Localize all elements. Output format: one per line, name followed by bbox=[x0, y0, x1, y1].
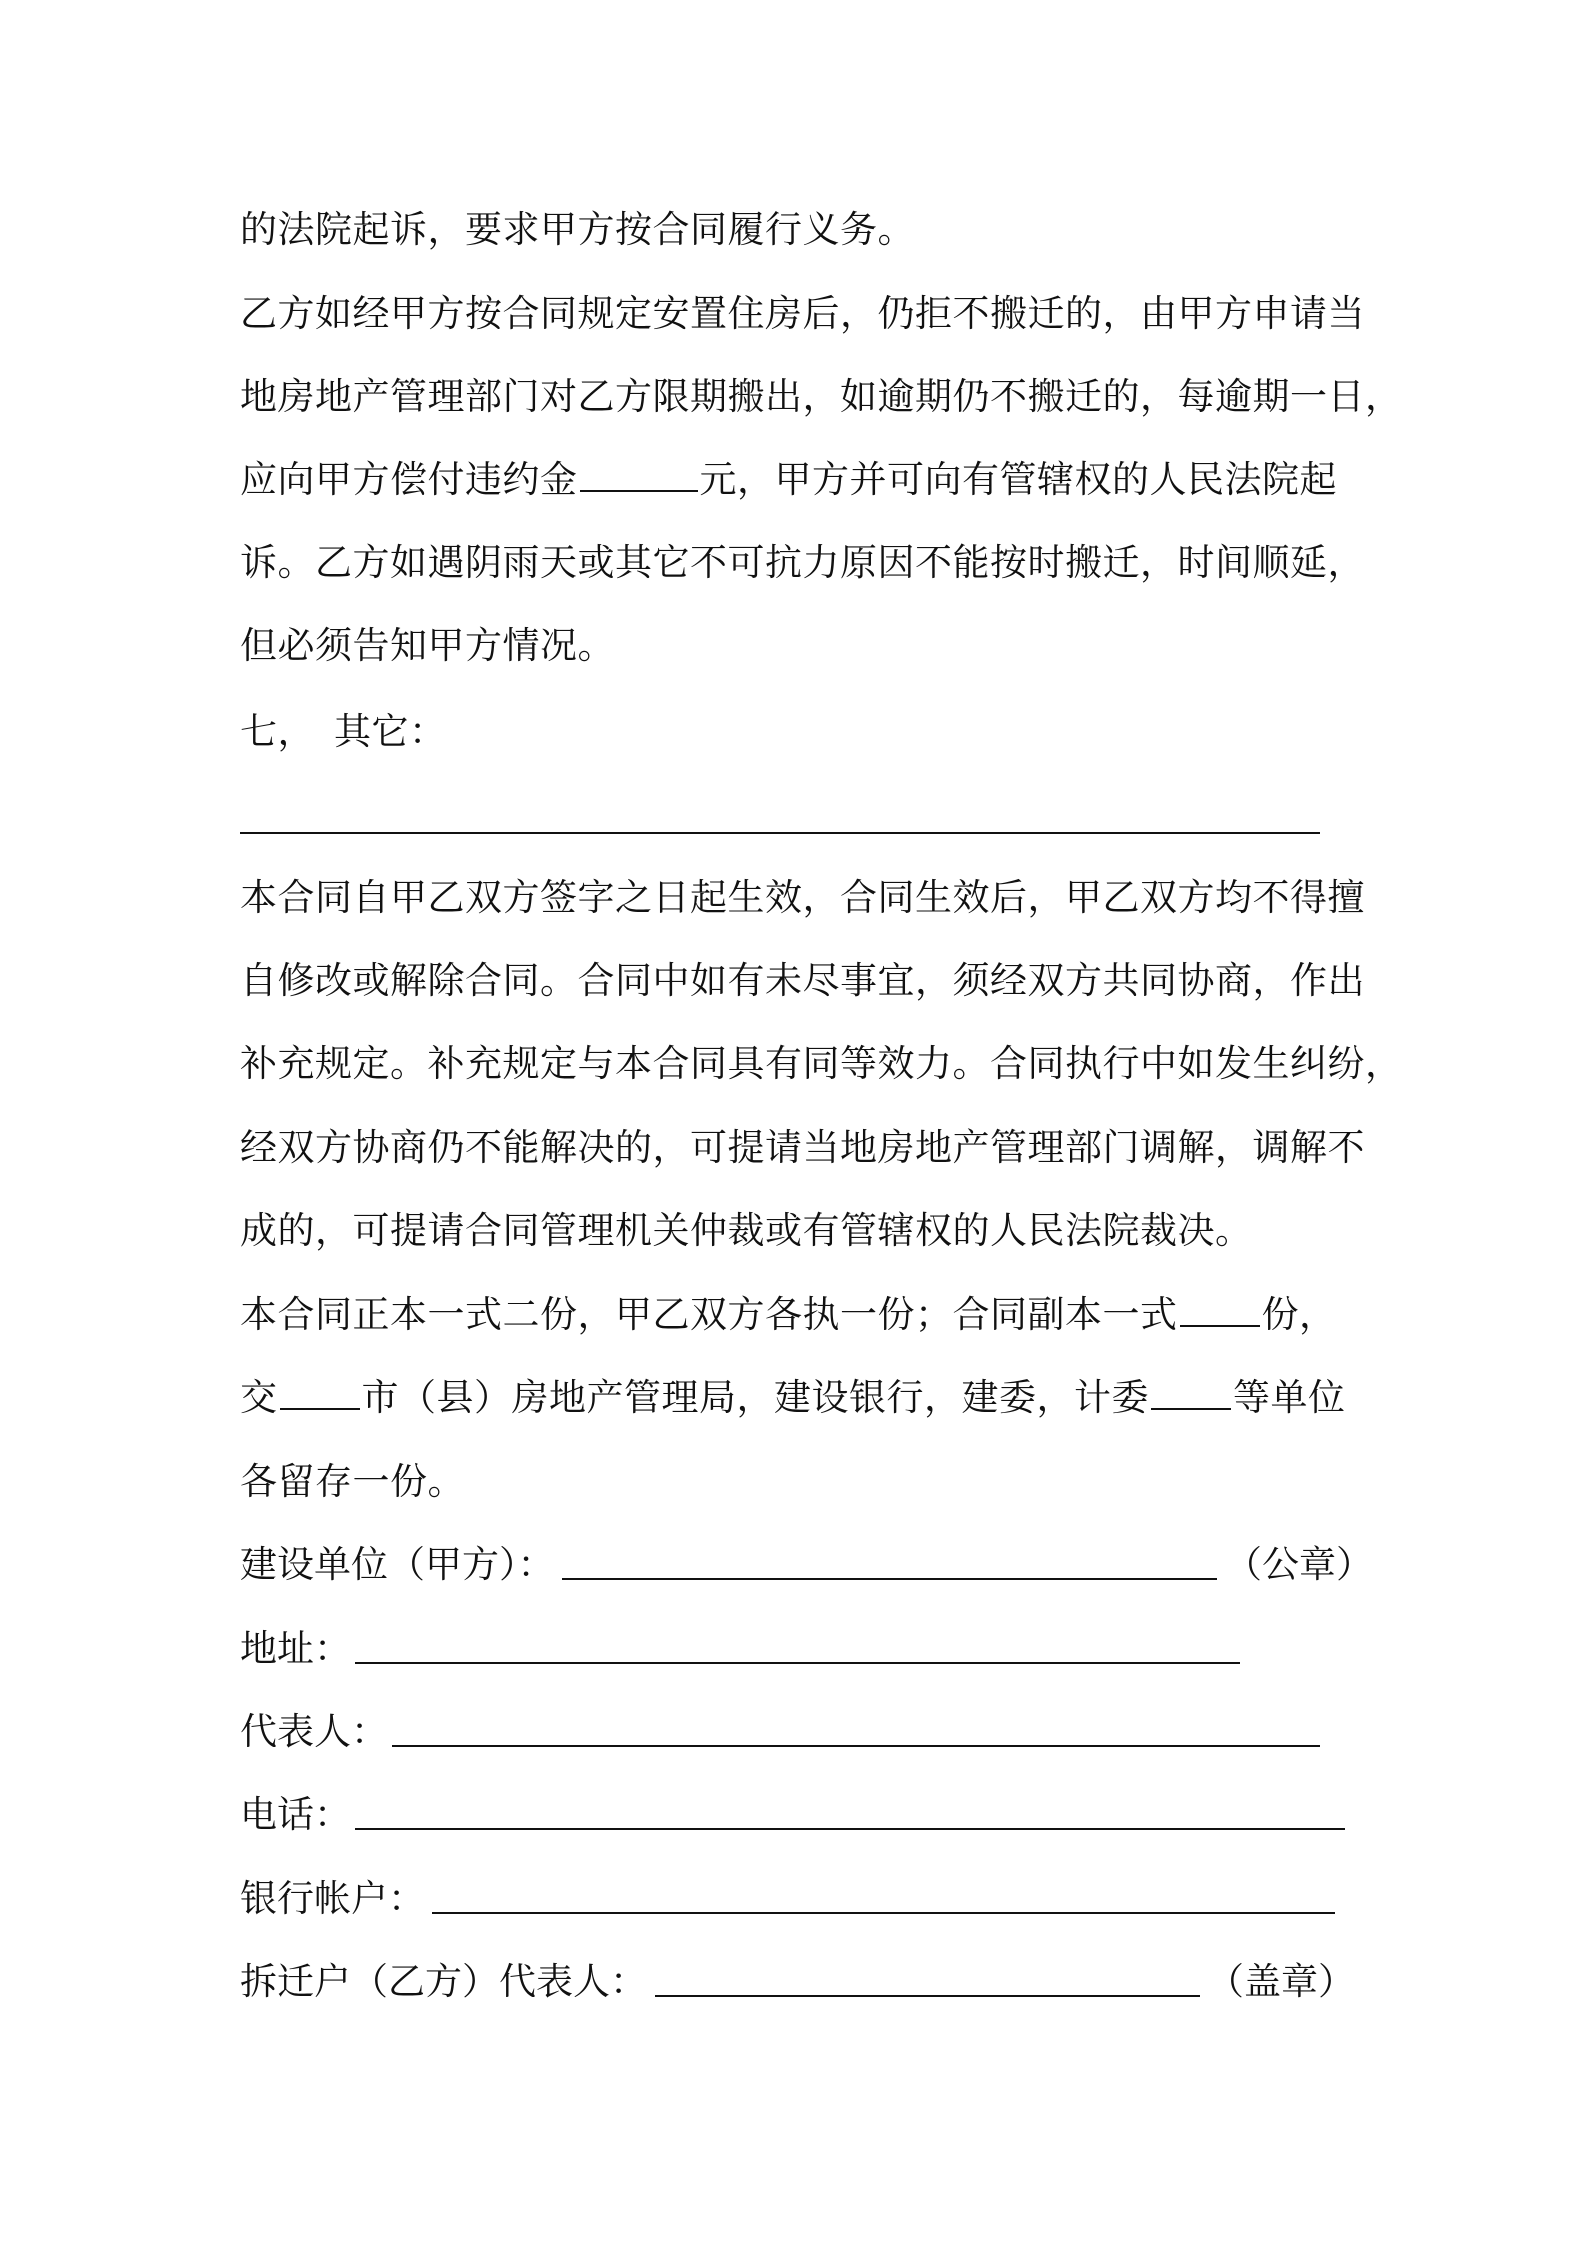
text-segment: 份， bbox=[1261, 1293, 1337, 1336]
text-line: 各留存一份。 bbox=[240, 1460, 465, 1503]
blank-field bbox=[280, 1374, 360, 1410]
relocatee-label: 拆迁户（乙方）代表人： bbox=[240, 1960, 647, 2003]
text-segment: 本合同正本一式二份，甲乙双方各执一份；合同副本一式 bbox=[240, 1293, 1178, 1336]
text-line: 经双方协商仍不能解决的，可提请当地房地产管理部门调解，调解不 bbox=[240, 1126, 1365, 1169]
phone-input-line[interactable] bbox=[355, 1828, 1345, 1830]
text-line-with-blank bbox=[240, 455, 1337, 505]
blank-rule bbox=[240, 832, 1320, 834]
blank-field bbox=[1151, 1374, 1231, 1410]
builder-seal-note: （公章） bbox=[1225, 1543, 1373, 1586]
text-line: 地房地产管理部门对乙方限期搬出，如逾期仍不搬迁的，每逾期一日， bbox=[240, 375, 1403, 418]
representative-field bbox=[240, 1707, 1352, 1757]
builder-input-line[interactable] bbox=[562, 1578, 1217, 1580]
phone-label: 电话： bbox=[240, 1793, 351, 1836]
representative-label: 代表人： bbox=[240, 1710, 388, 1753]
address-field bbox=[240, 1624, 1352, 1674]
text-segment: 元，甲方并可向有管辖权的人民法院起 bbox=[699, 458, 1337, 501]
phone-field bbox=[240, 1790, 1352, 1840]
text-line: 补充规定。补充规定与本合同具有同等效力。合同执行中如发生纠纷， bbox=[240, 1042, 1403, 1085]
bank-account-input-line[interactable] bbox=[432, 1912, 1335, 1914]
blank-field bbox=[1180, 1291, 1260, 1327]
text-line: 本合同自甲乙双方签字之日起生效，合同生效后，甲乙双方均不得擅 bbox=[240, 876, 1365, 919]
text-segment: 等单位 bbox=[1233, 1376, 1346, 1419]
relocatee-seal-note: （盖章） bbox=[1207, 1960, 1355, 2003]
text-line: 的法院起诉，要求甲方按合同履行义务。 bbox=[240, 208, 915, 251]
representative-input-line[interactable] bbox=[392, 1745, 1320, 1747]
bank-account-field bbox=[240, 1874, 1352, 1924]
text-segment: 市（县）房地产管理局，建设银行，建委，计委 bbox=[361, 1376, 1149, 1419]
address-label: 地址： bbox=[240, 1627, 351, 1670]
section-heading: 七， 其它： bbox=[240, 710, 447, 753]
text-line: 成的，可提请合同管理机关仲裁或有管辖权的人民法院裁决。 bbox=[240, 1209, 1253, 1252]
relocatee-input-line[interactable] bbox=[655, 1995, 1200, 1997]
text-line-with-blank bbox=[240, 1290, 1337, 1340]
text-segment: 应向甲方偿付违约金 bbox=[240, 458, 578, 501]
text-line: 乙方如经甲方按合同规定安置住房后，仍拒不搬迁的，由甲方申请当 bbox=[240, 292, 1365, 335]
address-input-line[interactable] bbox=[355, 1662, 1240, 1664]
relocatee-field bbox=[240, 1957, 1355, 2007]
blank-field bbox=[580, 456, 698, 492]
builder-label: 建设单位（甲方）： bbox=[240, 1543, 555, 1586]
text-line: 自修改或解除合同。合同中如有未尽事宜，须经双方共同协商，作出 bbox=[240, 959, 1365, 1002]
bank-account-label: 银行帐户： bbox=[240, 1877, 425, 1920]
builder-field bbox=[240, 1540, 1373, 1590]
text-segment: 交 bbox=[240, 1376, 278, 1419]
text-line: 诉。乙方如遇阴雨天或其它不可抗力原因不能按时搬迁，时间顺延， bbox=[240, 541, 1365, 584]
text-line: 但必须告知甲方情况。 bbox=[240, 624, 615, 667]
text-line-with-blank bbox=[240, 1373, 1346, 1423]
